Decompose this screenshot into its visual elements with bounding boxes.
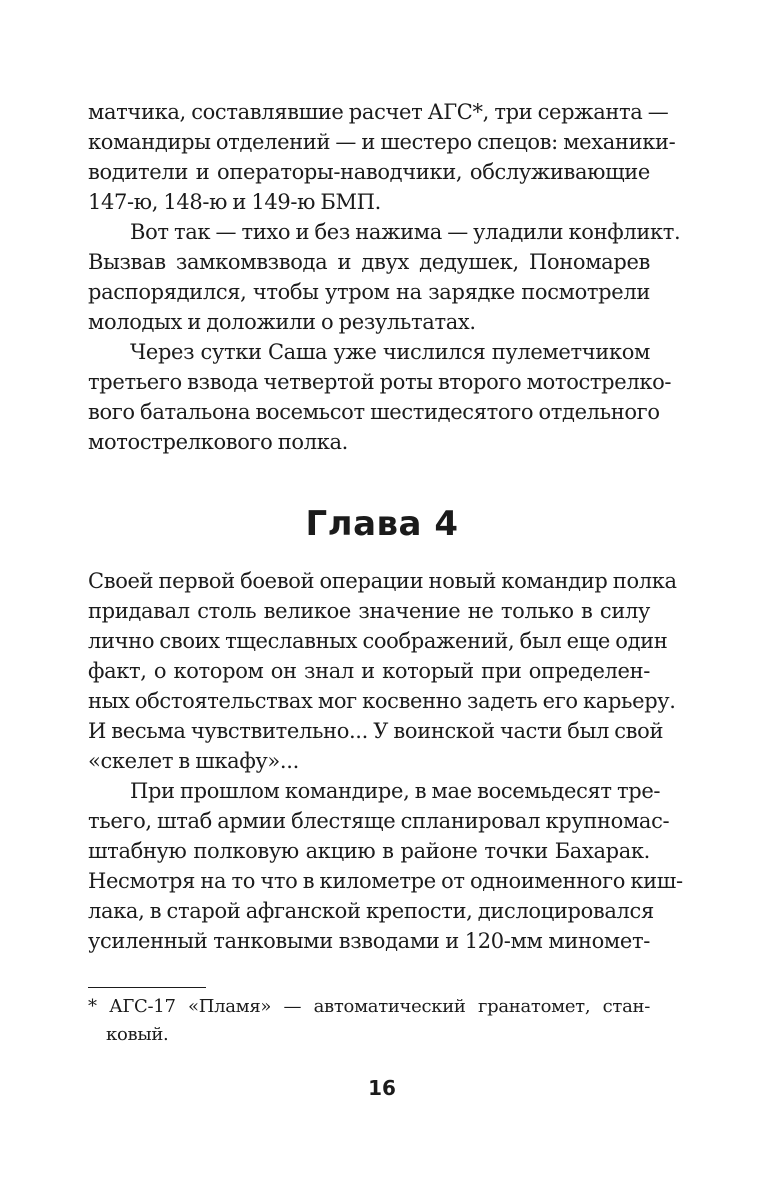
text-line: Своей первой боевой операции новый командир полка: [88, 569, 677, 593]
text-line: Вот так — тихо и без нажима — уладили конфликт.: [130, 220, 681, 244]
footnote-line: * АГС-17 «Пламя» — автоматический гранатомет, стан-: [88, 996, 650, 1017]
text-line: Несмотря на то что в километре от одноименного киш-: [88, 869, 683, 893]
text-line: водители и операторы-наводчики, обслуживающие: [88, 160, 650, 184]
text-line: распорядился, чтобы утром на зарядке посмотрели: [88, 280, 650, 304]
footnote: [88, 993, 650, 1049]
text-line: И весьма чувствительно... У воинской части был свой: [88, 719, 664, 743]
body-text-chapter: [88, 566, 683, 956]
text-line: штабную полковую акцию в районе точки Бахарак.: [88, 839, 650, 863]
text-line: факт, о котором он знал и который при определен-: [88, 659, 650, 683]
text-line: матчика, составлявшие расчет АГС*, три сержанта —: [88, 100, 669, 124]
text-line: мотострелкового полка.: [88, 430, 348, 454]
text-line: «скелет в шкафу»...: [88, 749, 299, 773]
footnote-divider: [88, 987, 206, 988]
text-line: лака, в старой афганской крепости, дислоцировался: [88, 899, 654, 923]
body-text-top: [88, 97, 681, 457]
chapter-title: Глава 4: [305, 504, 459, 544]
text-line: тьего, штаб армии блестяще спланировал крупномас-: [88, 809, 670, 833]
text-line: командиры отделений — и шестеро спецов: механики-: [88, 130, 676, 154]
text-line: Через сутки Саша уже числился пулеметчиком: [130, 340, 650, 364]
text-line: третьего взвода четвертой роты второго мотострелко-: [88, 370, 672, 394]
text-line: вого батальона восемьсот шестидесятого отдельного: [88, 400, 660, 424]
text-line: придавал столь великое значение не только в силу: [88, 599, 650, 623]
text-line: усиленный танковыми взводами и 120-мм миномет-: [88, 929, 650, 953]
text-line: лично своих тщеславных соображений, был еще один: [88, 629, 668, 653]
text-line: Вызвав замкомвзвода и двух дедушек, Пономарев: [88, 250, 650, 274]
page-number: 16: [368, 1076, 396, 1100]
footnote-line: ковый.: [106, 1024, 169, 1045]
text-line: 147-ю, 148-ю и 149-ю БМП.: [88, 190, 381, 214]
text-line: ных обстоятельствах мог косвенно задеть его карьеру.: [88, 689, 676, 713]
text-line: При прошлом командире, в мае восемьдесят тре-: [130, 779, 661, 803]
text-line: молодых и доложили о результатах.: [88, 310, 476, 334]
